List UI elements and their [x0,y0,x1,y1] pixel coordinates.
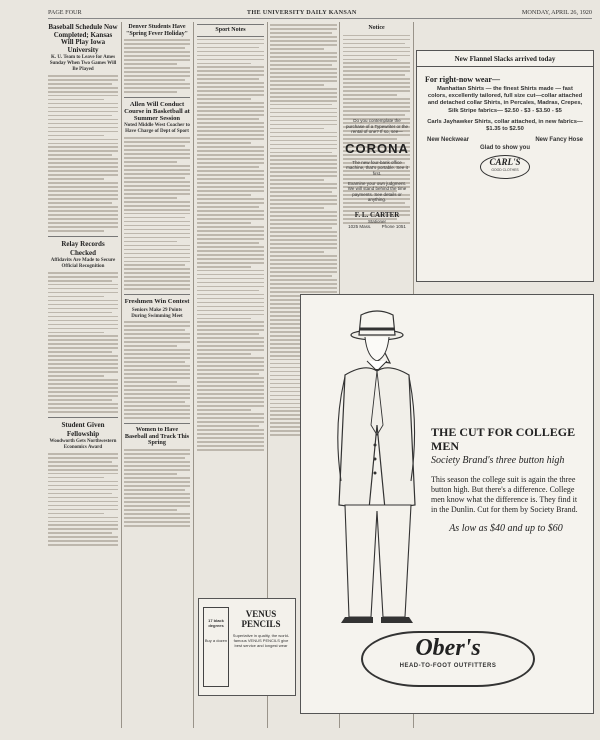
article-body [124,449,190,527]
notice-title: Notice [368,25,385,31]
corona-brand: CORONA [345,140,409,156]
obers-logo [361,631,535,687]
article-headline: Student Given Fellowship [61,420,105,438]
society-price: As low as $40 and up to $60 [449,523,563,534]
venus-ad [198,598,296,696]
article-subhead: Woodworth Gets Northwestern Economics Award [49,439,117,450]
article-body [124,321,190,418]
venus-buy: Buy a dozen [204,638,228,643]
article-body [197,39,264,451]
article-headline: Denver Students Have "Spring Fever Holiday" [126,24,188,37]
venus-brand: VENUS PENCILS [241,609,281,629]
corona-ad [343,118,411,229]
carls-logo [480,155,530,179]
article-body [124,137,190,290]
newspaper-title: THE UNIVERSITY DAILY KANSAN [246,8,357,16]
society-brand-copy [431,425,581,535]
manhattan-shirts-copy: Manhattan Shirts — the finest Shirts made — fast colors, excellently tailored, full size cut—collar attached and detached collar Shirts, in Percales, Madras, Crepes, Silk Stripe fabrics— $2.50 - $3 - $3.50 - $5 [427,86,583,114]
column-2 [124,22,190,722]
venus-degrees: 17 black degrees [208,618,224,628]
corona-question: Do you contemplate the purchase of a Typewriter or the rental of one? If so, see— [346,118,408,135]
article-headline: Allen Will Conduct Course in Basketball at Summer Session [124,100,190,123]
obers-ad [300,294,594,714]
carls-ad [416,50,594,282]
glad-line: Glad to show you [479,145,530,152]
article-headline: Freshmen Win Contest [124,298,190,306]
corona-terms: Examine your own judgment. We will stand behind the time payments. See details or anything. [347,180,407,203]
article-body [48,272,118,413]
obers-tagline: HEAD-TO-FOOT OUTFITTERS [399,663,497,669]
article-subhead: Seniors Make 29 Points During Swimming Meet [131,307,183,319]
article-body [48,75,118,232]
obers-logo-text: Ober's [415,635,481,661]
page-header [48,6,592,19]
gentleman-illustration [315,305,435,635]
article-headline: Women to Have Baseball and Track This Spring [124,425,190,447]
page-number: PAGE FOUR [48,8,82,16]
article-subhead: K. U. Team to Leave for Ames Sunday When Two Games Will Be Played [49,55,117,72]
corona-description: The new four-bank office machine, that's portable. See it first. [346,159,408,176]
carter-name: F. L. CARTER [354,210,400,219]
rush-headline: For right-now wear— [425,75,500,84]
article-headline: Baseball Schedule Now Completed; Kansas Will Play Iowa University [48,23,118,54]
carls-logo-sub: GOOD CLOTHES [491,168,519,173]
article-subhead: Noted Middle West Coacher to Have Charge of Dept of Sport [124,123,190,135]
column-1 [48,22,118,722]
column-divider [121,22,122,728]
carter-phone: Phone 1051 [381,223,406,229]
society-headline: THE CUT FOR COLLEGE MEN [431,425,576,453]
society-body: This season the college suit is again the three button high. But there's a difference. College men know what the difference is. They find it in the Dunlin. Cut for them by Society Brand. [431,475,578,514]
article-subhead: Affidavits Are Made to Secure Official Recognition [50,258,116,269]
jayhawker-shirts-copy: Carls Jayhawker Shirts, collar attached, in new fabrics— $1.35 to $2.50 [427,118,583,133]
article-body [48,453,118,546]
hose-label: New Fancy Hose [535,137,583,144]
issue-date: MONDAY, APRIL 26, 1920 [521,8,592,16]
column-3 [197,22,264,612]
article-headline: Relay Records Checked [61,239,105,257]
venus-tagline: Superlative in quality, the world-famous VENUS PENCILS give best service and longest wear [232,633,290,649]
column-divider [193,22,194,728]
carls-logo-text: CARL'S [489,157,521,168]
flannel-headline: New Flannel Slacks arrived today [417,55,593,67]
carter-address: 1025 Mass. [348,223,372,229]
carter-role: Stationer [367,218,386,224]
article-body [124,39,190,93]
neckwear-label: New Neckwear [427,137,470,144]
section-title: Sport Notes [197,24,264,37]
society-subhead: Society Brand's three button high [431,455,565,466]
